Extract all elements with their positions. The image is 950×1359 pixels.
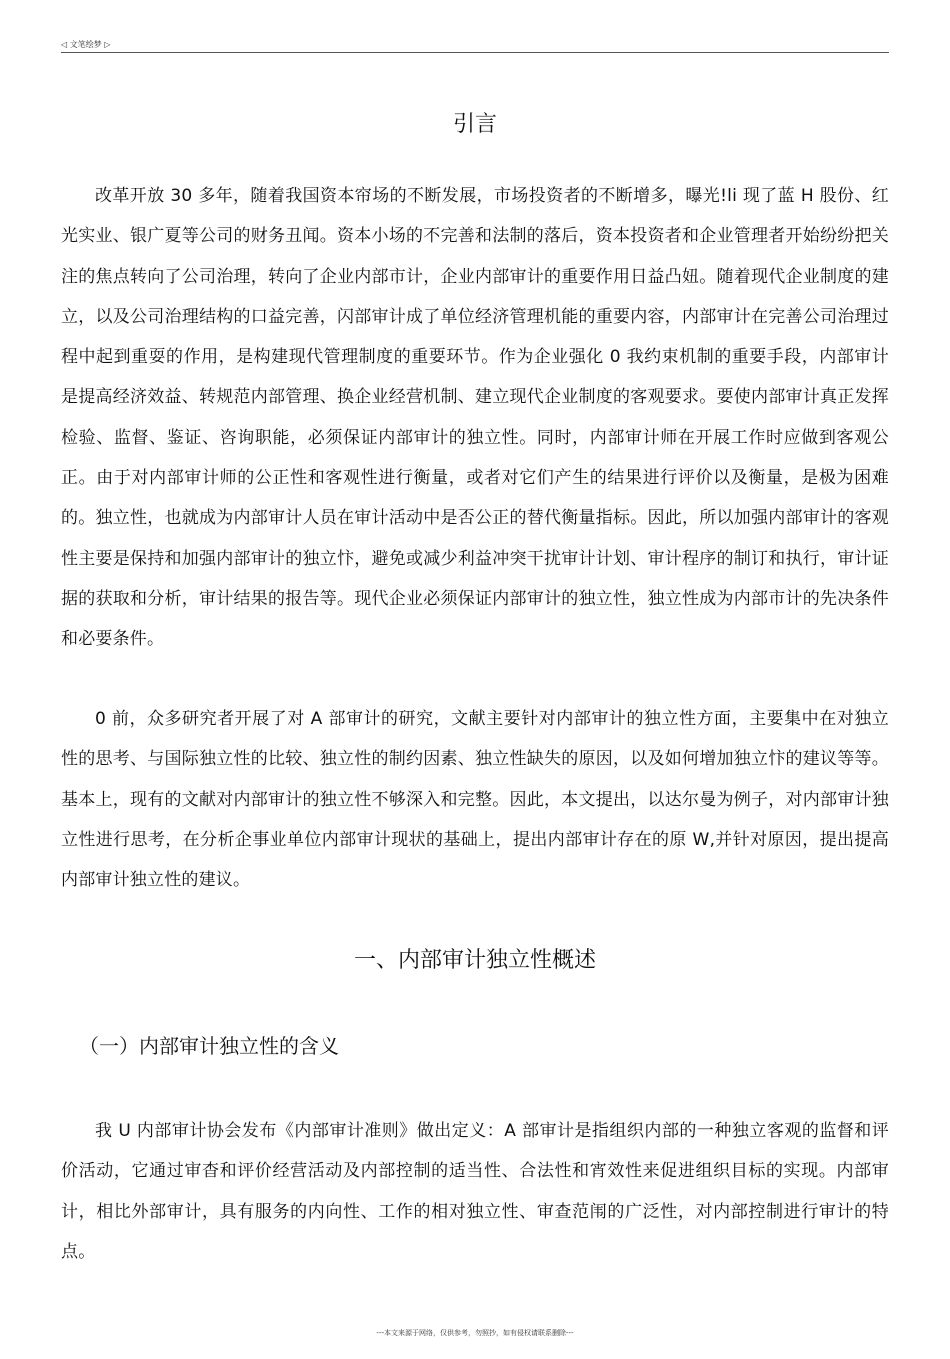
page-footer: ---本文来源于网络，仅供参考，勿照抄，如有侵权请联系删除--- — [376, 1329, 574, 1337]
subsection-1-1-paragraph: 我 U 内部审计协会发布《内部审计准则》做出定义：A 部审计是指组织内部的一种独立客观的监督和评价活动，它通过审杳和评价经营活动及内部控制的适当性、合法性和宵效性来促进组织目标的实现。内部审计，相比外部审计，具有服务的内向性、工作的相对独立性、审查范闱的广泛性，对内部控制进行审计的特点。 — [61, 1121, 889, 1262]
page-header: ◁ 文笔绘梦 ▷ — [61, 40, 111, 49]
intro-paragraph-2: 0 前，众多研究者开展了对 A 部审计的研究，文献主要针对内部审计的独立性方面，主要集中在对独立性的思考、与国际独立性的比较、独立性的制约因素、独立性缺失的原因，以及如何增加独立忭的建议等等。基本上，现有的文献对内部审计的独立性不够深入和完整。因此，本文提出，以达尔曼为例子，对内部审计独立性进行思考，在分析企事业单位内部审计现状的基础上，提出内部审计存在的原 W,并针对原因，提出提高内部审计独立性的建议。 — [61, 709, 889, 891]
section-1-heading: 一、内部审计独立性概述 — [353, 948, 596, 973]
subsection-1-1-heading: （一）内部审计独立性的含义 — [79, 1034, 339, 1058]
page-title: 引言 — [452, 112, 497, 137]
header-divider — [61, 52, 889, 53]
intro-paragraph-1: 改革开放 30 多年，随着我国资本帘场的不断发展，市场投资者的不断增多，曝光!li 现了蓝 H 股份、红光实业、银广夏等公司的财务丑闻。资本小场的不完善和法制的落后，资本投资者和企业管理者开始纷纷把关注的焦点转向了公司治理，转向了企业内部市计，企业内部审计的重要作用日益凸妞。随着现代企业制度的建立，以及公司治理结构的口益完善，闪部审计成了单位经济管理机能的重要内容，内部审计在完善公司治理过程中起到重耍的作用，是构建现代管理制度的重要环节。作为企业强化 0 我约束机制的重要手段，内部审计是提高经济效益、转规范内部管理、换企业经营机制、建立现代企业制度的客观要求。要使内部审计真正发挥检验、监督、鉴证、咨询职能，必须保证内部审计的独立性。同时，内部审计师在开展工作时应做到客观公正。由于对内部审计师的公正性和客观性进行衡量，或者对它们产生的结果进行评价以及衡量，是极为困难的。独立性，也就成为内部审计人员在审计活动中是否公正的替代衡量指标。因此，所以加强内部审计的客观性主要是保持和加强内部审计的独立忭，避免或减少利益冲突干扰审计计划、审计程序的制订和执行，审计证据的获取和分析，审计结果的报告等。现代企业必须保证内部审计的独立性，独立性成为内部市计的先决条件和必要条件。 — [61, 186, 889, 650]
